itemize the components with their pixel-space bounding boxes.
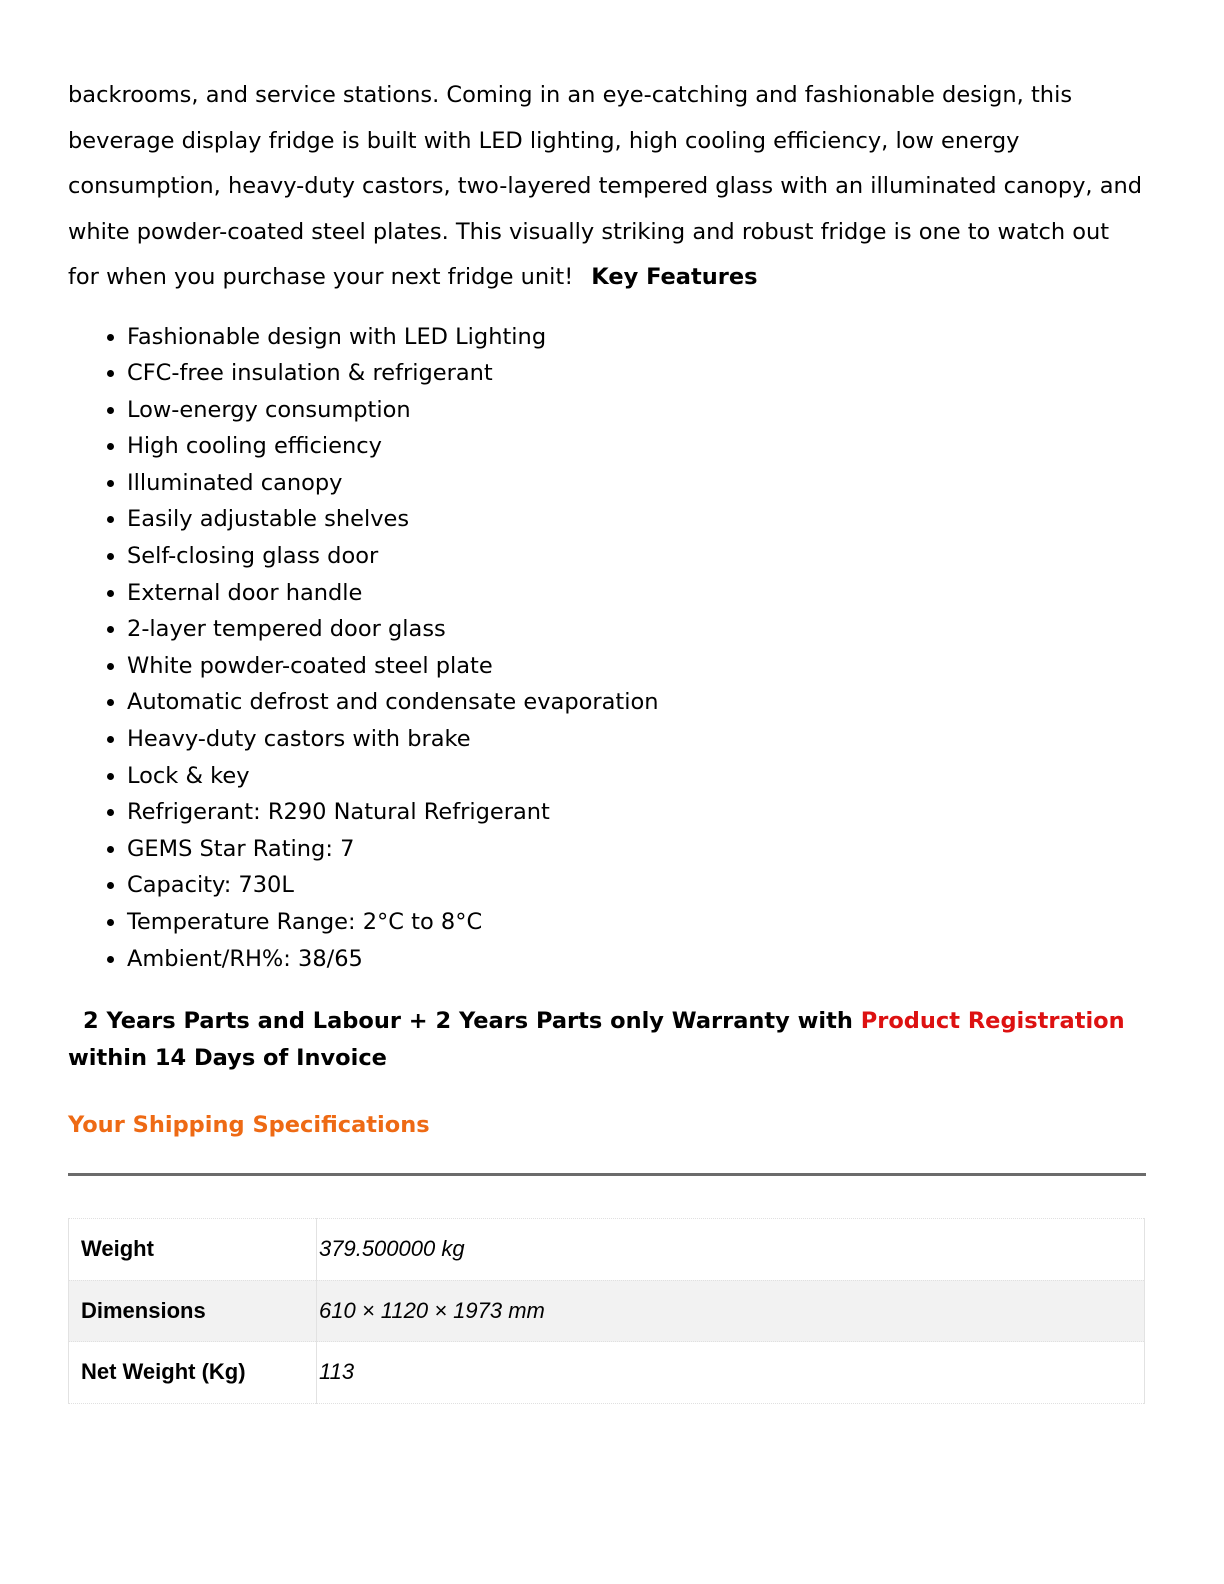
list-item: • Fashionable design with LED Lighting xyxy=(127,319,1146,356)
list-item: • Easily adjustable shelves xyxy=(127,501,1146,538)
description-paragraph xyxy=(68,73,1146,301)
features-list xyxy=(68,319,1146,978)
list-item: • Temperature Range: 2°C to 8°C xyxy=(127,904,1146,941)
list-item: • Refrigerant: R290 Natural Refrigerant xyxy=(127,794,1146,831)
table-row xyxy=(69,1219,1145,1281)
spec-label: Dimensions xyxy=(69,1280,317,1342)
spec-value: 379.500000 kg xyxy=(319,1236,465,1262)
list-item: • High cooling efficiency xyxy=(127,428,1146,465)
spec-value: 113 xyxy=(319,1359,355,1385)
list-item: • Automatic defrost and condensate evaporation xyxy=(127,684,1146,721)
section-divider xyxy=(68,1173,1146,1176)
list-item: • CFC-free insulation & refrigerant xyxy=(127,355,1146,392)
warranty-suffix: within 14 Days of Invoice xyxy=(68,1045,387,1072)
key-features-heading: Key Features xyxy=(591,264,758,290)
list-item: • Capacity: 730L xyxy=(127,867,1146,904)
shipping-specifications-table xyxy=(68,1218,1145,1404)
warranty-statement xyxy=(68,1003,1146,1077)
list-item: • Low-energy consumption xyxy=(127,392,1146,429)
warranty-prefix: 2 Years Parts and Labour + 2 Years Parts only Warranty with xyxy=(83,1008,861,1035)
list-item: • Lock & key xyxy=(127,758,1146,795)
table-row xyxy=(69,1342,1145,1404)
list-item: • 2-layer tempered door glass xyxy=(127,611,1146,648)
spec-value: 610 × 1120 × 1973 mm xyxy=(319,1297,545,1323)
product-registration-link[interactable]: Product Registration xyxy=(860,1008,1125,1035)
description-text: backrooms, and service stations. Coming in an eye-catching and fashionable design, this beverage display fridge is built with LED lighting, high cooling efficiency, low energy consumption, heavy-duty castors, two-layered tempered glass with an illuminated canopy, and white powder-coated steel plates. This visually striking and robust fridge is one to watch out for when you purchase your next fridge unit! xyxy=(68,82,1143,290)
list-item: • White powder-coated steel plate xyxy=(127,648,1146,685)
list-item: • Illuminated canopy xyxy=(127,465,1146,502)
spec-label: Weight xyxy=(69,1219,317,1281)
list-item: • External door handle xyxy=(127,575,1146,612)
table-row xyxy=(69,1280,1145,1342)
list-item: • Self-closing glass door xyxy=(127,538,1146,575)
product-description xyxy=(68,73,1146,1404)
list-item: • Ambient/RH%: 38/65 xyxy=(127,941,1146,978)
spec-label: Net Weight (Kg) xyxy=(69,1342,317,1404)
list-item: • GEMS Star Rating: 7 xyxy=(127,831,1146,868)
list-item: • Heavy-duty castors with brake xyxy=(127,721,1146,758)
shipping-specifications-heading: Your Shipping Specifications xyxy=(68,1112,430,1139)
